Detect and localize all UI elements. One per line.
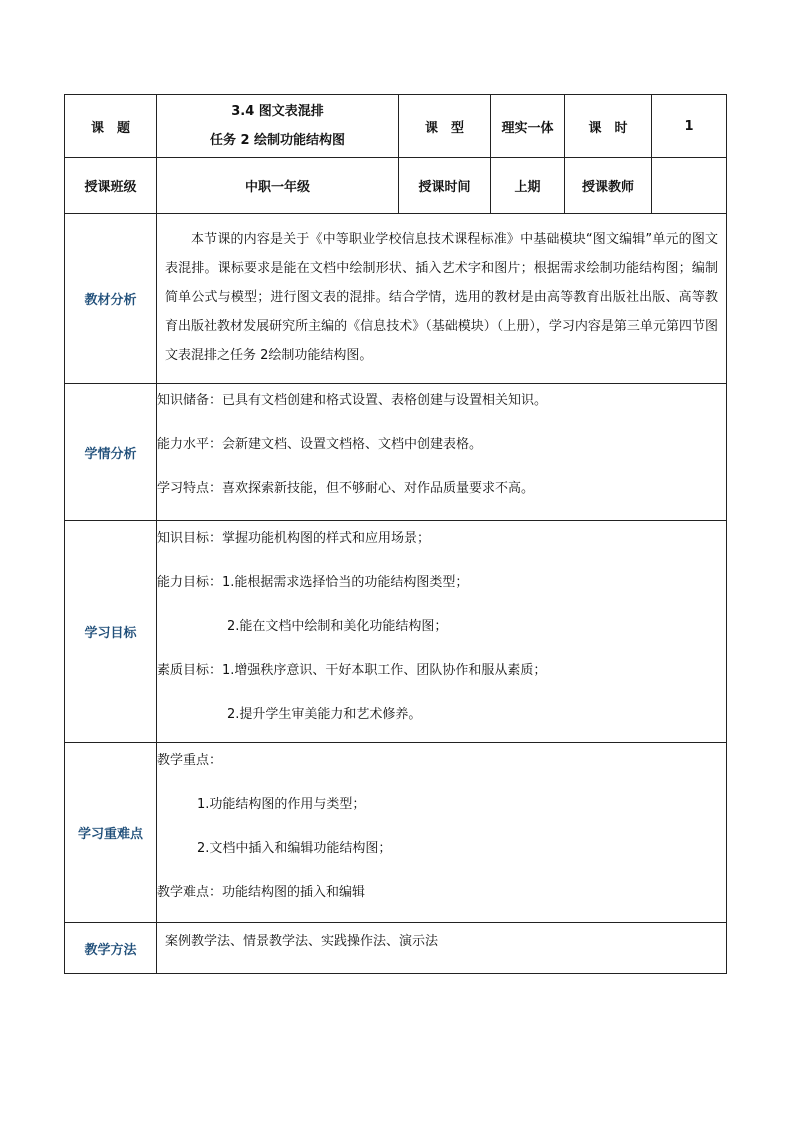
time-value: 上期 bbox=[491, 158, 565, 214]
students-knowledge: 知识储备：已具有文档创建和格式设置、表格创建与设置相关知识。 bbox=[157, 393, 548, 408]
row-class bbox=[65, 158, 727, 214]
topic-value bbox=[157, 95, 399, 158]
row-methods bbox=[65, 923, 727, 974]
objectives-cell bbox=[157, 521, 727, 743]
keypoints-cell bbox=[157, 743, 727, 923]
time-label: 授课时间 bbox=[399, 158, 491, 214]
row-keypoints bbox=[65, 743, 727, 923]
students-label: 学情分析 bbox=[65, 384, 157, 521]
students-cell bbox=[157, 384, 727, 521]
type-label: 课 型 bbox=[399, 95, 491, 158]
objective-ability-1: 能力目标：1.能根据需求选择恰当的功能结构图类型； bbox=[157, 574, 469, 590]
objectives-label: 学习目标 bbox=[65, 521, 157, 743]
focus-title: 教学重点： bbox=[157, 752, 223, 768]
students-traits: 学习特点：喜欢探索新技能，但不够耐心、对作品质量要求不高。 bbox=[157, 481, 535, 496]
focus-item-1: 1.功能结构图的作用与类型； bbox=[197, 796, 366, 812]
row-topic bbox=[65, 95, 727, 158]
methods-cell bbox=[157, 923, 727, 974]
row-textbook bbox=[65, 214, 727, 384]
row-objectives bbox=[65, 521, 727, 743]
hours-value: 1 bbox=[652, 95, 727, 158]
difficulty: 教学难点：功能结构图的插入和编辑 bbox=[157, 884, 366, 900]
textbook-text: 本节课的内容是关于《中等职业学校信息技术课程标准》中基础模块“图文编辑”单元的图文表混排。课标要求是能在文档中绘制形状、插入艺术字和图片；根据需求绘制功能结构图；编制简单公式与模型；进行图文表的混排。结合学情，选用的教材是由高等教育出版社出版、高等教育出版社教材发展研究所主编的《信息技术》（基础模块）（上册），学习内容是第三单元第四节图文表混排之任务 2绘制功能结构图。 bbox=[165, 232, 718, 363]
topic-label: 课 题 bbox=[65, 95, 157, 158]
row-students bbox=[65, 384, 727, 521]
topic-line1: 3.4 图文表混排 bbox=[231, 104, 324, 119]
textbook-cell bbox=[157, 214, 727, 384]
type-value: 理实一体 bbox=[491, 95, 565, 158]
teacher-value bbox=[652, 158, 727, 214]
methods-text: 案例教学法、情景教学法、实践操作法、演示法 bbox=[165, 934, 439, 949]
objective-knowledge: 知识目标：掌握功能机构图的样式和应用场景； bbox=[157, 530, 431, 546]
focus-item-2: 2.文档中插入和编辑功能结构图； bbox=[197, 840, 392, 856]
topic-line2: 任务 2 绘制功能结构图 bbox=[209, 133, 346, 148]
class-value: 中职一年级 bbox=[157, 158, 399, 214]
students-ability: 能力水平：会新建文档、设置文档格、文档中创建表格。 bbox=[157, 437, 483, 452]
hours-label: 课 时 bbox=[565, 95, 652, 158]
lesson-plan-table bbox=[64, 94, 727, 974]
objective-quality-1: 素质目标：1.增强秩序意识、干好本职工作、团队协作和服从素质； bbox=[157, 662, 547, 678]
class-label: 授课班级 bbox=[65, 158, 157, 214]
objective-ability-2: 2.能在文档中绘制和美化功能结构图； bbox=[227, 618, 448, 634]
keypoints-label: 学习重难点 bbox=[65, 743, 157, 923]
objective-quality-2: 2.提升学生审美能力和艺术修养。 bbox=[227, 706, 422, 722]
teacher-label: 授课教师 bbox=[565, 158, 652, 214]
textbook-label: 教材分析 bbox=[65, 214, 157, 384]
methods-label: 教学方法 bbox=[65, 923, 157, 974]
